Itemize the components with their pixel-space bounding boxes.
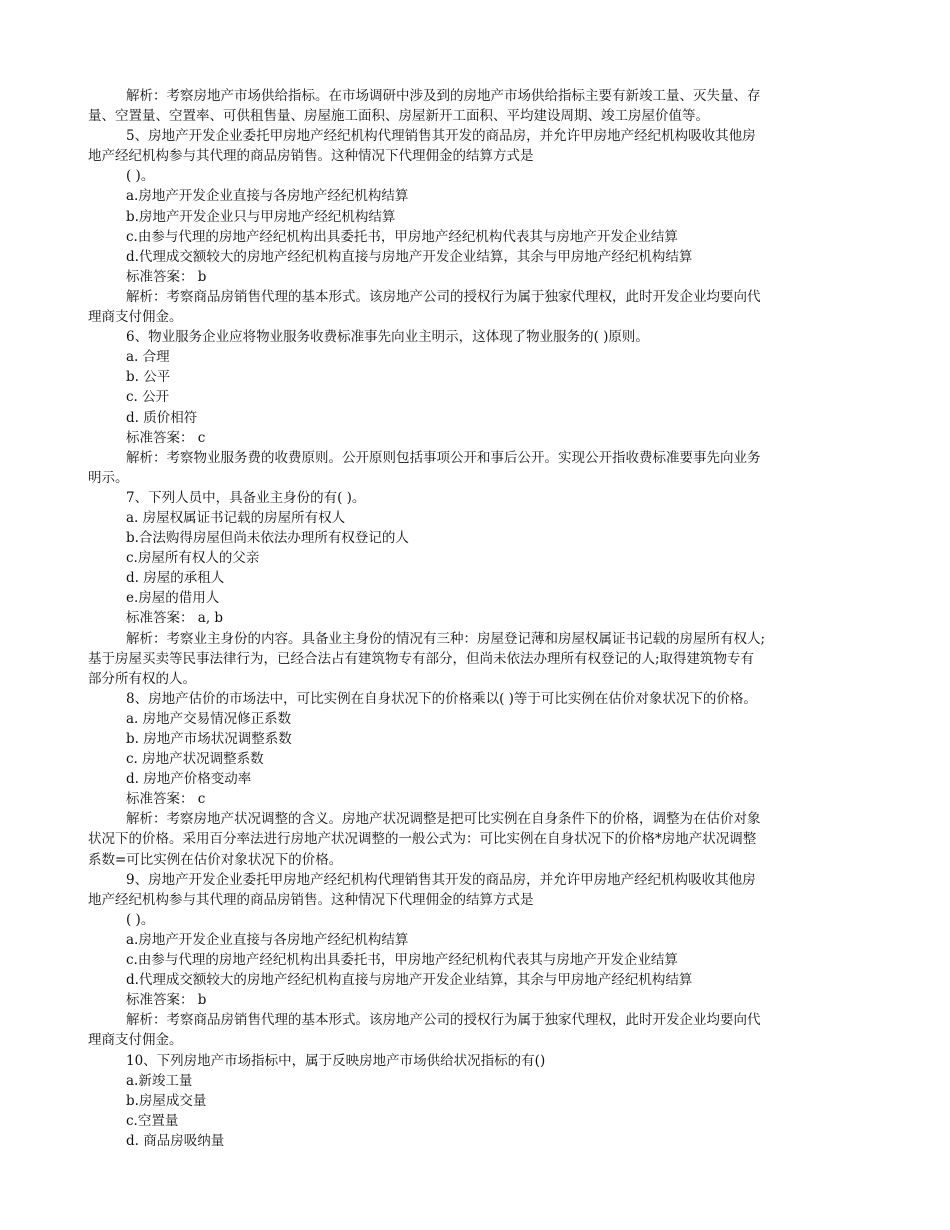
text-line: 标准答案： c — [126, 429, 206, 446]
text-line: a. 合理 — [126, 349, 170, 366]
text-line: b.合法购得房屋但尚未依法办理所有权登记的人 — [126, 530, 409, 547]
text-line: 解析：考察房地产市场供给指标。在市场调研中涉及到的房地产市场供给指标主要有新竣工量、灭失量、存 — [126, 88, 761, 104]
text-line: 解析：考察房地产状况调整的含义。房地产状况调整是把可比实例在自身条件下的价格，调整为在估价对象 — [126, 811, 761, 828]
text-line: c. 公开 — [126, 389, 170, 406]
text-line: 9、房地产开发企业委托甲房地产经纪机构代理销售其开发的商品房，并允许甲房地产经纪机构吸收其他房 — [126, 871, 756, 888]
text-line: a.房地产开发企业直接与各房地产经纪机构结算 — [126, 931, 409, 948]
text-line: d.代理成交额较大的房地产经纪机构直接与房地产开发企业结算，其余与甲房地产经纪机构结算 — [126, 248, 693, 265]
text-line: 8、房地产估价的市场法中，可比实例在自身状况下的价格乘以( )等于可比实例在估价对象状况下的价格。 — [126, 690, 757, 707]
text-line: 标准答案： c — [126, 791, 206, 808]
text-line: 解析：考察商品房销售代理的基本形式。该房地产公司的授权行为属于独家代理权，此时开发企业均要向代 — [126, 1012, 761, 1029]
text-line: 系数=可比实例在估价对象状况下的价格。 — [88, 851, 343, 868]
text-line: 基于房屋买卖等民事法律行为，已经合法占有建筑物专有部分，但尚未依法办理所有权登记的人;取得建筑物专有 — [88, 650, 755, 667]
text-line: ( )。 — [126, 168, 155, 185]
text-line: 解析：考察物业服务费的收费原则。公开原则包括事项公开和事后公开。实现公开指收费标准要事先向业务 — [126, 449, 761, 466]
text-line: 10、下列房地产市场指标中，属于反映房地产市场供给状况指标的有() — [126, 1052, 546, 1069]
text-line: a. 房屋权属证书记载的房屋所有权人 — [126, 509, 346, 526]
text-line: c.房屋所有权人的父亲 — [126, 550, 260, 567]
text-line: d. 质价相符 — [126, 409, 198, 426]
text-line: b. 公平 — [126, 369, 171, 386]
text-line: 理商支付佣金。 — [88, 309, 183, 326]
text-line: 理商支付佣金。 — [88, 1032, 183, 1049]
text-line: 6、物业服务企业应将物业服务收费标准事先向业主明示，这体现了物业服务的( )原则。 — [126, 329, 649, 346]
text-line: b.房屋成交量 — [126, 1092, 207, 1109]
text-line: 标准答案： b — [126, 992, 207, 1009]
text-line: c.由参与代理的房地产经纪机构出具委托书，甲房地产经纪机构代表其与房地产开发企业结算 — [126, 228, 678, 245]
text-line: 标准答案： a, b — [126, 610, 224, 627]
text-line: d.代理成交额较大的房地产经纪机构直接与房地产开发企业结算，其余与甲房地产经纪机构结算 — [126, 972, 693, 989]
text-line: 明示。 — [88, 469, 129, 486]
text-line: d. 商品房吸纳量 — [126, 1132, 225, 1149]
text-line: c. 房地产状况调整系数 — [126, 751, 264, 768]
text-line: 部分所有权的人。 — [88, 670, 196, 687]
text-line: ( )。 — [126, 911, 155, 928]
text-line: 量、空置量、空置率、可供租售量、房屋施工面积、房屋新开工面积、平均建设周期、竣工房屋价值等。 — [88, 108, 709, 125]
text-line: 7、下列人员中，具备业主身份的有( )。 — [126, 489, 366, 506]
text-line: a.新竣工量 — [126, 1072, 193, 1089]
text-line: 地产经纪机构参与其代理的商品房销售。这种情况下代理佣金的结算方式是 — [88, 148, 534, 165]
text-line: 5、房地产开发企业委托甲房地产经纪机构代理销售其开发的商品房，并允许甲房地产经纪机构吸收其他房 — [126, 128, 756, 145]
text-line: b. 房地产市场状况调整系数 — [126, 731, 292, 747]
text-line: d. 房地产价格变动率 — [126, 771, 252, 788]
text-line: d. 房屋的承租人 — [126, 570, 225, 587]
text-line: 状况下的价格。采用百分率法进行房地产状况调整的一般公式为：可比实例在自身状况下的价格*房地产状况调整 — [88, 831, 757, 848]
text-line: b.房地产开发企业只与甲房地产经纪机构结算 — [126, 208, 396, 225]
text-line: 标准答案： b — [126, 268, 207, 285]
text-line: a.房地产开发企业直接与各房地产经纪机构结算 — [126, 188, 409, 205]
text-line: 解析：考察商品房销售代理的基本形式。该房地产公司的授权行为属于独家代理权，此时开发企业均要向代 — [126, 288, 761, 305]
text-line: c.空置量 — [126, 1112, 179, 1129]
text-line: 地产经纪机构参与其代理的商品房销售。这种情况下代理佣金的结算方式是 — [88, 891, 534, 908]
text-line: a. 房地产交易情况修正系数 — [126, 710, 292, 727]
text-line: e.房屋的借用人 — [126, 590, 220, 607]
text-line: 解析：考察业主身份的内容。具备业主身份的情况有三种：房屋登记薄和房屋权属证书记载的房屋所有权人; — [126, 630, 766, 647]
text-line: c.由参与代理的房地产经纪机构出具委托书，甲房地产经纪机构代表其与房地产开发企业结算 — [126, 952, 678, 969]
document-content — [88, 86, 864, 1151]
